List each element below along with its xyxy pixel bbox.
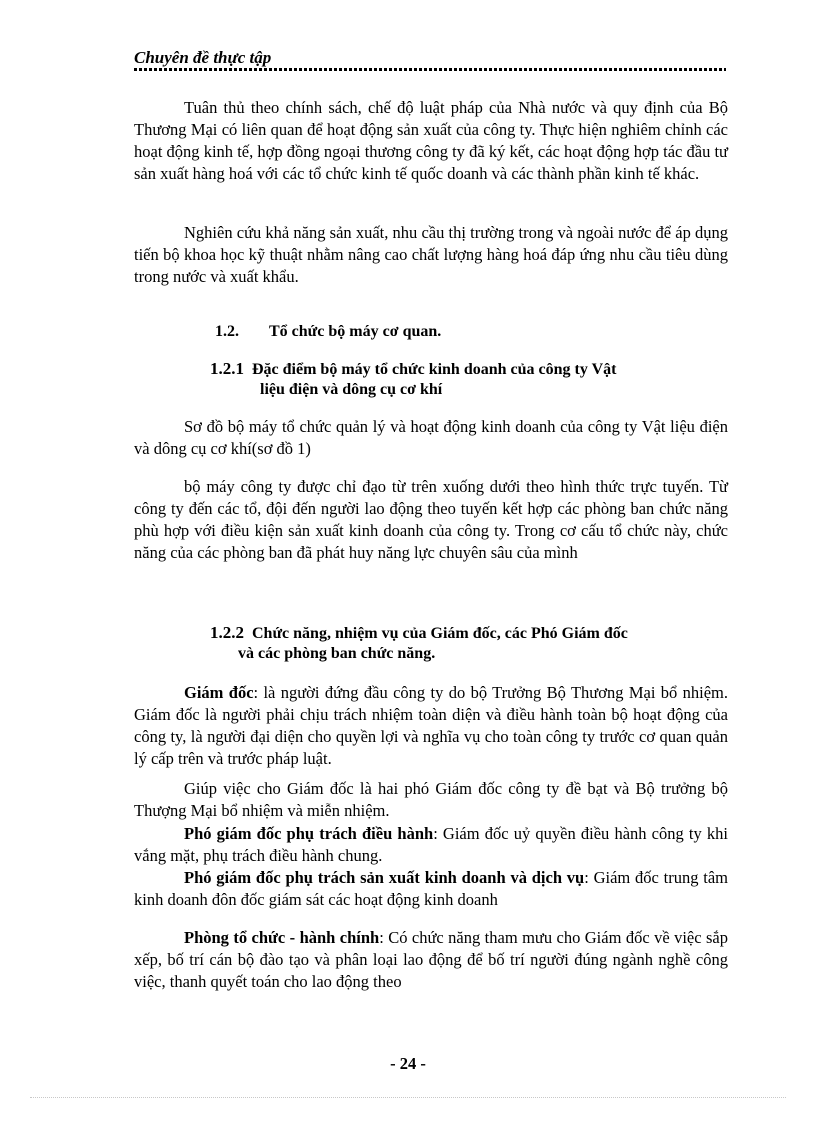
term-pho-gd-dieu-hanh: Phó giám đốc phụ trách điều hành: [184, 824, 434, 843]
paragraph-1: Tuân thủ theo chính sách, chế độ luật pháp của Nhà nước và quy định của Bộ Thương Mại có liên quan để hoạt động sản xuất của công ty. Thực hiện nghiêm chỉnh các hoạt động kinh tế, hợp đồng ngoại thương công ty đã ký kết, các hoạt động hợp tác đầu tư sản xuất hàng hoá với các tổ chức kinh tế quốc doanh và các thành phần kinh tế khác.: [134, 98, 728, 183]
paragraph-pho-gd-dieu-hanh: [134, 823, 728, 867]
heading-1-2-1: [210, 358, 730, 381]
paragraph-phong-to-chuc-body: : Có chức năng tham mưu cho Giám đốc về việc sắp xếp, bố trí cán bộ đào tạo và phân loại lao động để bố trí người đúng ngành nghề công việc, thanh quyết toán cho lao động theo: [134, 928, 728, 991]
paragraph-giam-doc: [134, 682, 728, 770]
heading-1-2-2: [210, 622, 730, 645]
page-number: - 24 -: [390, 1054, 426, 1073]
heading-1-2-1-number: 1.2.1: [210, 359, 244, 378]
heading-1-2-text: Tổ chức bộ máy cơ quan.: [269, 323, 442, 340]
paragraph-phong-to-chuc: [134, 927, 728, 993]
header-rule: [134, 68, 726, 71]
heading-1-2-2-number: 1.2.2: [210, 623, 244, 642]
header-title: Chuyên đề thực tập: [134, 48, 272, 67]
footer-rule: [30, 1097, 786, 1098]
paragraph-3: Sơ đồ bộ máy tổ chức quản lý và hoạt động kinh doanh của công ty Vật liệu điện và dông cụ cơ khí(sơ đồ 1): [134, 417, 728, 458]
paragraph-2: Nghiên cứu khả năng sản xuất, nhu cầu thị trường trong và ngoài nước để áp dụng tiến bộ khoa học kỹ thuật nhằm nâng cao chất lượng hàng hoá đáp ứng nhu cầu tiêu dùng trong nước và xuất khẩu.: [134, 223, 728, 286]
paragraph-pho-gd-kinh-doanh: [134, 867, 728, 911]
heading-1-2-1-text: Đặc điểm bộ máy tổ chức kinh doanh của công ty Vật: [252, 361, 617, 378]
paragraph-pho-gd-kinh-doanh-body: : Giám đốc trung tâm kinh doanh đôn đốc giám sát các hoạt động kinh doanh: [134, 868, 729, 909]
term-phong-to-chuc: Phòng tổ chức - hành chính: [184, 928, 380, 947]
term-pho-gd-kinh-doanh: Phó giám đốc phụ trách sản xuất kinh doanh và dịch vụ: [184, 868, 585, 887]
heading-1-2-2-line2: và các phòng ban chức năng.: [238, 645, 436, 662]
heading-1-2-1-line2: liệu điện và dông cụ cơ khí: [260, 381, 443, 398]
page-header: [134, 46, 726, 72]
heading-1-2: [215, 321, 441, 343]
paragraph-4: bộ máy công ty được chỉ đạo từ trên xuống dưới theo hình thức trực tuyến. Từ công ty đến các tổ, đội đến người lao động theo tuyến kết hợp các phòng ban chức năng phù hợp với điều kiện sản xuất kinh doanh của công ty. Trong cơ cấu tổ chức này, chức năng của các phòng ban đã phát huy năng lực chuyên sâu của mình: [134, 477, 728, 562]
paragraph-pho-gd-dieu-hanh-body: : Giám đốc uỷ quyền điều hành công ty khi vắng mặt, phụ trách điều hành chung.: [134, 824, 728, 865]
paragraph-6: Giúp việc cho Giám đốc là hai phó Giám đốc công ty đề bạt và Bộ trưởng bộ Thượng Mại bổ nhiệm và miễn nhiệm.: [134, 779, 728, 820]
paragraph-giam-doc-body: : là người đứng đầu công ty do bộ Trưởng Bộ Thương Mại bổ nhiệm. Giám đốc là người phải chịu trách nhiệm toàn diện và điều hành toàn bộ hoạt động của công ty, là người đại diện cho quyền lợi và nghĩa vụ cho toàn công ty trước cơ quan quản lý cấp trên và trước pháp luật.: [134, 683, 728, 768]
heading-1-2-2-text: Chức năng, nhiệm vụ của Giám đốc, các Phó Giám đốc: [252, 625, 628, 642]
heading-1-2-number: 1.2.: [215, 323, 239, 340]
term-giam-doc: Giám đốc: [184, 683, 254, 702]
